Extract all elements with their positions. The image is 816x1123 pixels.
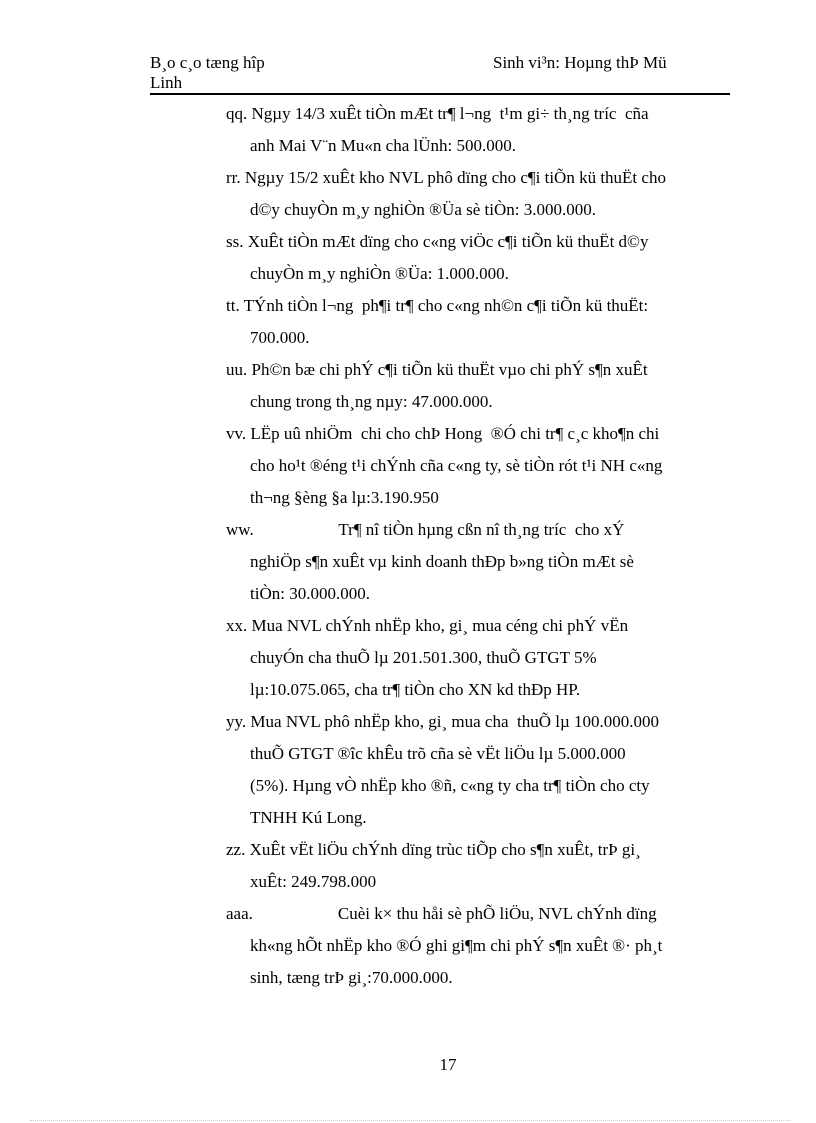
item-label: tt. xyxy=(226,296,240,315)
item-label: qq. xyxy=(226,104,248,123)
item-label: ss. xyxy=(226,232,244,251)
item-text-line: tiÒn: 30.000.000. xyxy=(250,584,370,603)
list-item xyxy=(226,834,731,898)
item-text-line: lµ:10.075.065, cha tr¶ tiÒn cho XN kd thÐp HP. xyxy=(250,680,581,699)
item-text-line: anh Mai V¨n Mu«n cha lÜnh: 500.000. xyxy=(250,136,516,155)
item-text-line: XuÊt tiÒn mÆt dïng cho c«ng viÖc c¶i tiÕn kü thuËt d©y xyxy=(247,232,649,251)
item-text-line: LËp uû nhiÖm chi cho chÞ Hong ®Ó chi tr¶ c¸c kho¶n chi xyxy=(250,424,660,443)
item-text-line: Ngµy 15/2 xuÊt kho NVL phô dïng cho c¶i tiÕn kü thuËt cho xyxy=(244,168,666,187)
item-text-line: chuyÓn cha thuÕ lµ 201.501.300, thuÕ GTGT 5% xyxy=(250,648,597,667)
item-text-line: th¬ng §èng §a lµ:3.190.950 xyxy=(250,488,439,507)
item-text-line: thuÕ GTGT ®îc khÊu trõ cña sè vËt liÖu lµ 5.000.000 xyxy=(250,744,626,763)
item-text-line: Mua NVL chÝnh nhËp kho, gi¸ mua céng chi phÝ vËn xyxy=(251,616,629,635)
header-title: B¸o c¸o tæng hîp xyxy=(150,53,265,72)
item-label: rr. xyxy=(226,168,241,187)
item-text-line: sinh, tæng trÞ gi¸:70.000.000. xyxy=(250,968,453,987)
item-text-line: TÝnh tiÒn l¬ng ph¶i tr¶ cho c«ng nh©n c¶i tiÕn kü thuËt: xyxy=(243,296,649,315)
item-text-line: kh«ng hÕt nhËp kho ®Ó ghi gi¶m chi phÝ s¶n xuÊt ®· ph¸t xyxy=(250,936,663,955)
item-text-line: nghiÖp s¶n xuÊt vµ kinh doanh thÐp b»ng tiÒn mÆt sè xyxy=(250,552,634,571)
header-student: Sinh vi³n: Hoµng thÞ Mü xyxy=(493,53,667,72)
item-text-line: xuÊt: 249.798.000 xyxy=(250,872,377,891)
item-label: zz. xyxy=(226,840,246,859)
footer-dotted-rule xyxy=(30,1120,790,1121)
item-text-line: (5%). Hµng vÒ nhËp kho ®ñ, c«ng ty cha tr¶ tiÒn cho cty xyxy=(250,776,650,795)
item-text-line: Ngµy 14/3 xuÊt tiÒn mÆt tr¶ l¬ng t¹m gi÷ th¸ng tríc cña xyxy=(251,104,649,123)
list-item xyxy=(226,898,731,994)
list-item xyxy=(226,610,731,706)
item-label: uu. xyxy=(226,360,248,379)
list-item xyxy=(226,290,731,354)
item-text-line: Cuèi k× thu håi sè phÕ liÖu, NVL chÝnh dïng xyxy=(257,904,657,923)
item-text-line: XuÊt vËt liÖu chÝnh dïng trùc tiÕp cho s¶n xuÊt, trÞ gi¸ xyxy=(249,840,641,859)
item-text-line: chuyÒn m¸y nghiÒn ®Üa: 1.000.000. xyxy=(250,264,509,283)
item-text-line: d©y chuyÒn m¸y nghiÒn ®Üa sè tiÒn: 3.000.000. xyxy=(250,200,596,219)
list-item xyxy=(226,514,731,610)
item-text-line: Mua NVL phô nhËp kho, gi¸ mua cha thuÕ lµ 100.000.000 xyxy=(250,712,660,731)
list-item xyxy=(226,418,731,514)
list-item xyxy=(226,226,731,290)
item-label: yy. xyxy=(226,712,247,731)
item-text-line: 700.000. xyxy=(250,328,310,347)
item-label: ww. xyxy=(226,520,254,539)
item-label: aaa. xyxy=(226,904,253,923)
page-number: 17 xyxy=(439,1055,457,1074)
list-item xyxy=(226,162,731,226)
header-title-continuation: Linh xyxy=(150,73,183,92)
list-item xyxy=(226,98,731,162)
item-label: xx. xyxy=(226,616,248,635)
list-item xyxy=(226,354,731,418)
item-text-line: chung trong th¸ng nµy: 47.000.000. xyxy=(250,392,493,411)
header-rule xyxy=(150,93,730,95)
item-text-line: Ph©n bæ chi phÝ c¶i tiÕn kü thuËt vµo chi phÝ s¶n xuÊt xyxy=(251,360,648,379)
list-item xyxy=(226,706,731,834)
item-label: vv. xyxy=(226,424,247,443)
item-text-line: cho ho¹t ®éng t¹i chÝnh cña c«ng ty, sè tiÒn rót t¹i NH c«ng xyxy=(250,456,663,475)
item-text-line: TNHH Kú Long. xyxy=(250,808,367,827)
item-text-line: Tr¶ nî tiÒn hµng cßn nî th¸ng tríc cho xÝ xyxy=(257,520,625,539)
